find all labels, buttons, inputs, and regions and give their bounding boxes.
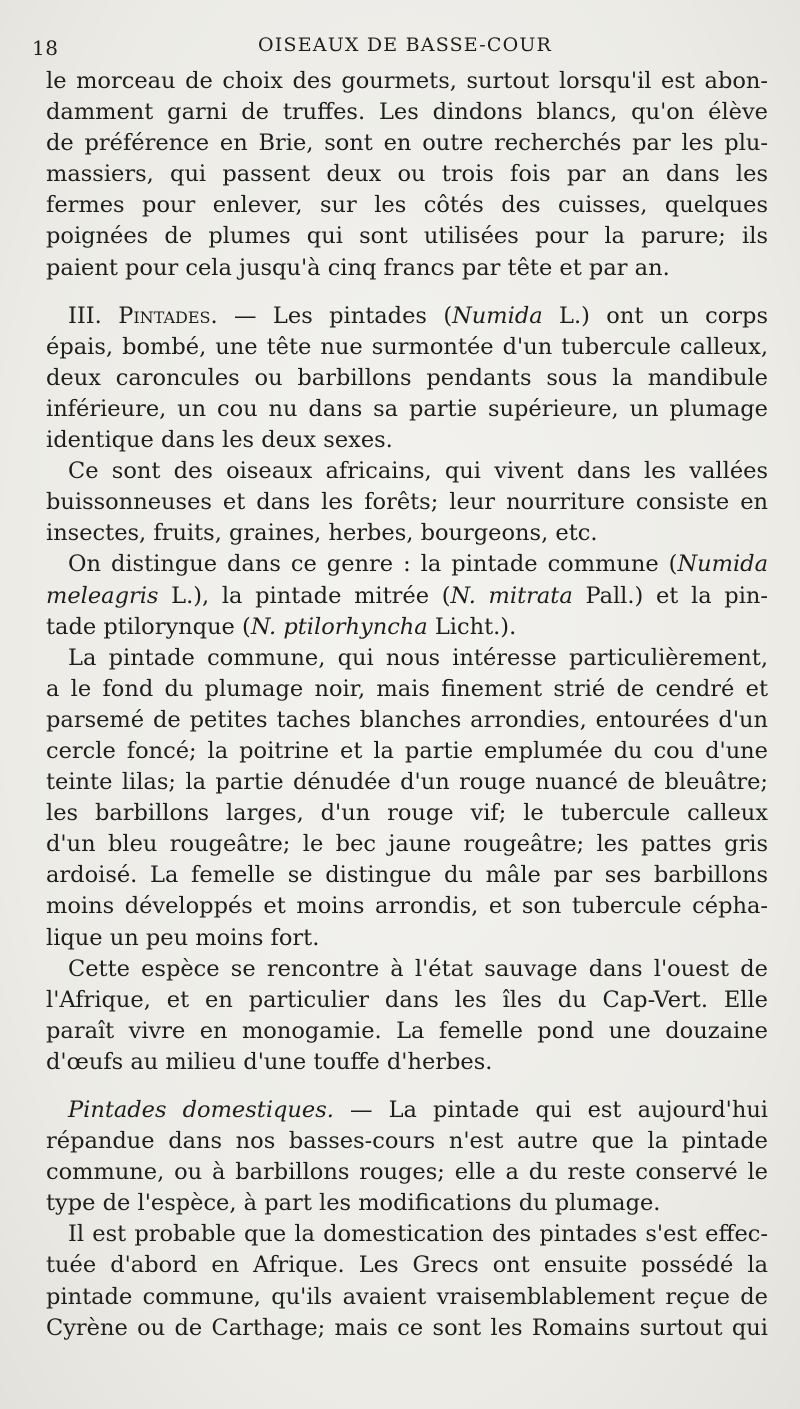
paragraph xyxy=(46,66,768,284)
text-line: de préférence en Brie, sont en outre recherchés par les plu- xyxy=(46,130,768,157)
text-line: ardoisé. La femelle se distingue du mâle par ses barbillons xyxy=(46,862,768,889)
text-line: La pintade commune, qui nous intéresse particulièrement, xyxy=(68,644,768,671)
text-line: Cette espèce se rencontre à l'état sauvage dans l'ouest de xyxy=(68,955,768,982)
text-line: les barbillons larges, d'un rouge vif; le tubercule calleux xyxy=(46,800,768,827)
text-line: épais, bombé, une tête nue surmontée d'un tubercule calleux, xyxy=(46,333,768,360)
species-name: N. ptilorhyncha xyxy=(250,613,428,640)
text-line: tuée d'abord en Afrique. Les Grecs ont ensuite possédé la xyxy=(46,1252,768,1279)
text-line: poignées de plumes qui sont utilisées pour la parure; ils xyxy=(46,223,768,250)
text-line: le morceau de choix des gourmets, surtout lorsqu'il est abon- xyxy=(46,68,768,94)
species-name: N. mitrata xyxy=(450,582,573,609)
text-line: type de l'espèce, à part les modifications du plumage. xyxy=(46,1190,661,1217)
text-span: L.), la pintade mitrée ( xyxy=(158,582,451,609)
text-line xyxy=(46,612,768,643)
species-name: Numida xyxy=(677,551,768,578)
body-text xyxy=(46,66,768,1344)
section-number: III. xyxy=(68,302,119,329)
text-line: lique un peu moins fort. xyxy=(46,924,320,951)
subsection-title: Pintades domestiques. xyxy=(68,1097,334,1123)
text-line: paient pour cela jusqu'à cinq francs par tête et par an. xyxy=(46,254,670,281)
text-line: fermes pour enlever, sur les côtés des cuisses, quelques xyxy=(46,192,768,219)
species-name: Numida xyxy=(452,302,543,329)
text-line xyxy=(46,581,768,612)
section-heading-line xyxy=(46,301,768,332)
text-line: deux caroncules ou barbillons pendants sous la mandibule xyxy=(46,364,768,391)
text-line: inférieure, un cou nu dans sa partie supérieure, un plumage xyxy=(46,395,768,422)
text-line: d'œufs au milieu d'une touffe d'herbes. xyxy=(46,1048,493,1075)
text-line: paraît vivre en monogamie. La femelle pond une douzaine xyxy=(46,1017,768,1044)
section-title: Pintades. xyxy=(118,302,218,329)
running-title: OISEAUX DE BASSE-COUR xyxy=(258,34,553,56)
text-line: massiers, qui passent deux ou trois fois par an dans les xyxy=(46,161,768,188)
text-line: pintade commune, qu'ils avaient vraisemblablement reçue de xyxy=(46,1283,768,1310)
text-line xyxy=(46,549,768,580)
text-line: buissonneuses et dans les forêts; leur nourriture consiste en xyxy=(46,489,768,516)
text-line: cercle foncé; la poitrine et la partie emplumée du cou d'une xyxy=(46,737,768,764)
subsection-heading-line xyxy=(46,1095,768,1126)
text-span: tade ptilorynque ( xyxy=(46,613,251,640)
text-span: — La pintade qui est aujourd'hui xyxy=(333,1097,769,1123)
text-line: l'Afrique, et en particulier dans les îles du Cap-Vert. Elle xyxy=(46,986,768,1013)
text-span: — Les pintades ( xyxy=(217,302,453,329)
text-line: Cyrène ou de Carthage; mais ce sont les Romains surtout qui xyxy=(46,1314,768,1341)
text-line: teinte lilas; la partie dénudée d'un rouge nuancé de bleuâtre; xyxy=(46,769,768,796)
text-line: parsemé de petites taches blanches arrondies, entourées d'un xyxy=(46,706,768,733)
species-name: meleagris xyxy=(46,582,159,609)
text-span: L.) ont un corps xyxy=(542,302,768,329)
text-line: d'un bleu rougeâtre; le bec jaune rougeâtre; les pattes gris xyxy=(46,831,768,858)
text-line: a le fond du plumage noir, mais finement strié de cendré et xyxy=(46,675,768,702)
subsection-pintades-domestiques xyxy=(46,1095,768,1344)
text-line: insectes, fruits, graines, herbes, bourgeons, etc. xyxy=(46,520,598,547)
text-line: Il est probable que la domestication des pintades s'est effec- xyxy=(68,1221,768,1248)
section-pintades xyxy=(46,301,768,1078)
text-span: Licht.). xyxy=(427,613,517,640)
text-line: répandue dans nos basses-cours n'est autre que la pintade xyxy=(46,1128,768,1155)
text-line: identique dans les deux sexes. xyxy=(46,427,393,454)
text-line: damment garni de truffes. Les dindons blancs, qu'on élève xyxy=(46,99,768,126)
page-number: 18 xyxy=(32,36,59,60)
text-line: moins développés et moins arrondis, et son tubercule cépha- xyxy=(46,893,768,920)
text-span: Pall.) et la pin- xyxy=(572,582,768,609)
text-line: commune, ou à barbillons rouges; elle a du reste conservé le xyxy=(46,1159,768,1186)
text-line: Ce sont des oiseaux africains, qui vivent dans les vallées xyxy=(68,458,768,485)
text-span: On distingue dans ce genre : la pintade commune ( xyxy=(68,551,678,578)
